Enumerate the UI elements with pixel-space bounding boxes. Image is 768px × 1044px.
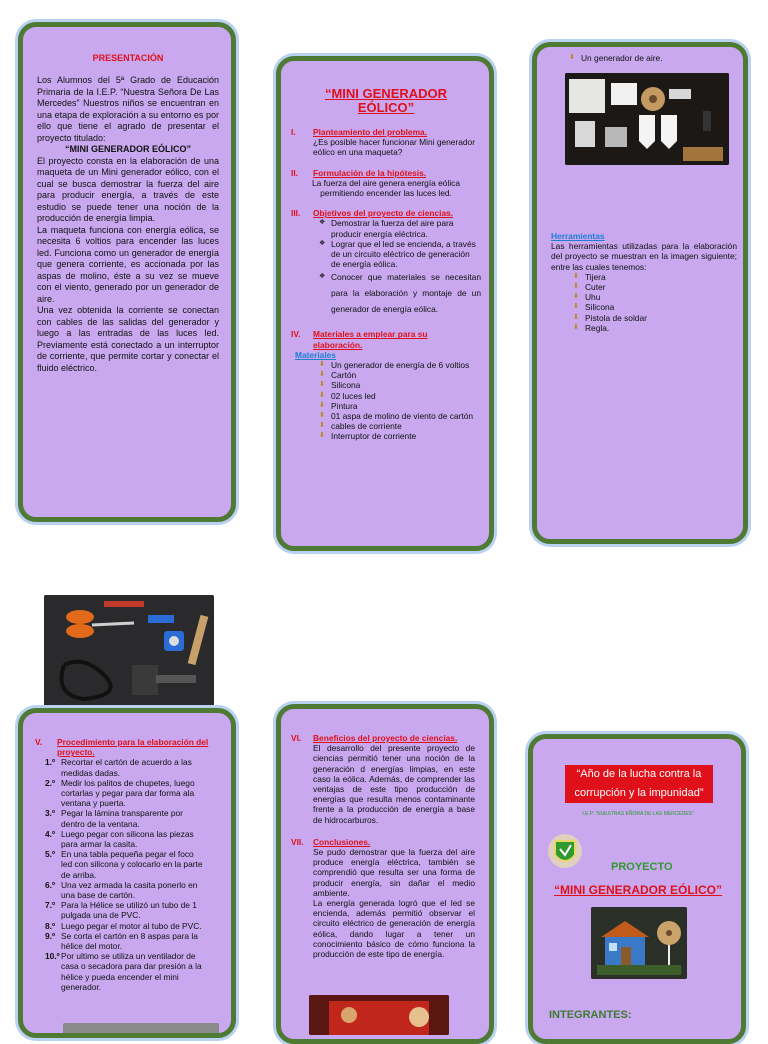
conclusiones-paragraph-1: Se pudo demostrar que la fuerza del aire produce energía eléctrica, también se comprendió que resulta ser una forma de producir energía, sin dañar el medio ambiente. <box>313 847 475 898</box>
material-item: ⬇ Un generador de energía de 6 voltios <box>313 360 473 370</box>
herramientas-list <box>567 272 737 333</box>
presentacion-paragraph-1: Los Alumnos del 5ª Grado de Educación Primaria de la I.E.P. “Nuestra Señora De Las Mercedes” Nuestros niños se encuentran en una etapa de exploración a su entorno es por ello que tiene el agrado de presentar el proyecto titulado: <box>37 75 219 143</box>
students-photo <box>309 995 449 1035</box>
section-hipotesis: II. Formulación de la hipótesis. <box>291 167 427 178</box>
herramientas-label: Herramientas <box>551 231 605 241</box>
presentacion-paragraph-2: El proyecto consta en la elaboración de una maqueta de un Mini generador eólico, con el cual se busca demostrar la fuerza del aire para producir energía, a través de este estudio se puede tener una noción de la producción de energía limpia. <box>37 155 219 224</box>
step-item: 8.º Luego pegar el motor al tubo de PVC. <box>45 920 202 931</box>
tool-item: ⬇ Cuter <box>567 282 737 292</box>
beneficios-text: El desarrollo del presente proyecto de ciencias permitió tener una noción de la generación d energías limpias, en este caso la eólica. Además, de comprender las ventajas de este tipo producción de energías que resulta menos contaminante frente a la producción de energía a base de hidrocarburos. <box>313 743 475 825</box>
materials-photo <box>565 73 729 165</box>
hipotesis-heading: Formulación de la hipótesis. <box>313 167 427 178</box>
presentacion-title: PRESENTACIÓN <box>92 53 164 63</box>
procedimiento-heading: Procedimiento para la elaboración del proyecto. <box>57 737 209 758</box>
objetivos-list <box>313 218 481 317</box>
procedure-photo <box>63 1023 219 1038</box>
material-item: ⬇ 01 aspa de molino de viento de cartón <box>313 411 473 421</box>
panel-portada <box>528 734 746 1044</box>
tool-item: ⬇ Tijera <box>567 272 737 282</box>
material-item: ⬇ Silicona <box>313 380 473 390</box>
material-item: ⬇ Interruptor de corriente <box>313 431 473 441</box>
school-crest-icon <box>547 833 583 873</box>
material-item: ⬇ Un generador de aire. <box>563 53 733 63</box>
material-continued-list <box>563 53 733 63</box>
procedimiento-steps <box>45 757 205 992</box>
planteamiento-text: ¿Es posible hacer funcionar Mini generador eólico en una maqueta? <box>313 137 476 158</box>
step-item: 6.º Una vez armada la casita ponerlo en una base de cartón. <box>45 879 198 901</box>
section-beneficios: VI. Beneficios del proyecto de ciencias. El desarrollo del presente proyecto de ciencias permitió tener una noción de la generación d energías limpias, en este caso la eólica. Además, de comprender las ventajas de este tipo producción de energías que resulta menos contaminante frente a la producción de energía a base de hidrocarburos. <box>291 733 475 825</box>
tool-item: ⬇ Regla. <box>567 323 737 333</box>
materials-photo-image <box>565 73 729 165</box>
panel-mini-generador <box>276 56 494 551</box>
panel-procedimiento <box>18 708 236 1038</box>
material-item: ⬇ 02 luces led <box>313 391 473 401</box>
step-item: 7.º Para la Hélice se utilizó un tubo de 1 pulgada una de PVC. <box>45 900 197 921</box>
conclusiones-paragraph-2: La energía generada logró que el led se encienda, además permitió observar el circuito eléctrico de generación de energía eólica, dando lugar a tener un conocimiento básico de cómo funciona la producción de este tipo de energía. <box>313 898 475 960</box>
step-item: 3.º Pegar la lámina transparente por dentro de la ventana. <box>45 808 183 829</box>
panel-beneficios <box>276 704 494 1044</box>
step-item: 9.º Se corta el cartón en 8 aspas para la hélice del motor. <box>45 930 198 952</box>
herramientas-intro: Las herramientas utilizadas para la elaboración del proyecto se muestran en la imagen siguiente; entre las cuales tenemos: <box>551 241 737 272</box>
tools-photo <box>44 595 214 709</box>
conclusiones-heading: Conclusiones. <box>313 836 371 847</box>
materiales-heading: Materiales a emplear para su elaboración. <box>313 329 428 350</box>
year-banner <box>565 765 713 803</box>
objetivo-item: ❖ Demostrar la fuerza del aire para producir energía eléctrica. <box>313 218 481 238</box>
year-line-1: “Año de la lucha contra la <box>576 768 702 780</box>
tool-item: ⬇ Uhu <box>567 292 737 302</box>
materiales-label: Materiales <box>295 349 336 360</box>
model-photo <box>591 907 687 979</box>
step-item: 1.º Recortar el cartón de acuerdo a las medidas dadas. <box>45 757 192 778</box>
material-item: ⬇ Pintura <box>313 401 473 411</box>
proyecto-label: PROYECTO <box>611 861 673 873</box>
panel-presentacion <box>18 22 236 522</box>
tool-item: ⬇ Pistola de soldar <box>567 313 737 323</box>
step-item: 2.º Medir los palitos de chupetes, luego cortarlas y pegar para dar forma ala ventana y puerta. <box>45 777 195 809</box>
presentacion-project-name: “MINI GENERADOR EÓLICO” <box>64 144 191 155</box>
objetivos-heading: Objetivos del proyecto de ciencias. <box>313 208 454 219</box>
objetivo-item: ❖ Lograr que el led se encienda, a través de un circuito eléctrico de generación de energía eólica. <box>313 239 481 270</box>
material-item: ⬇ cables de corriente <box>313 421 473 431</box>
panel2-title: “MINI GENERADOR EÓLICO” <box>324 86 448 115</box>
presentacion-paragraph-3: La maqueta funciona con energía eólica, se necesita 6 voltios para encender las luces led. Funciona como un generador de energía que genera corriente, es accionada por las aspas de molino, éste a su vez se mueve con el viento, generado por un generador de aire. <box>37 224 219 304</box>
step-item: 10.º Por ultimo se utiliza un ventilador de casa o secadora para dar presión a la hélice y pueda encender el mini generador. <box>45 951 202 992</box>
material-item: ⬇ Cartón <box>313 370 473 380</box>
portada-title: “MINI GENERADOR EÓLICO” <box>553 883 722 897</box>
section-planteamiento: I. Planteamiento del problema. ¿Es posible hacer funcionar Mini generador eólico en una maqueta? <box>291 127 481 158</box>
section-conclusiones: VII. Conclusiones. Se pudo demostrar que la fuerza del aire produce energía eléctrica, también se comprendió que resulta ser una forma de producir energía, sin dañar el medio ambiente. La energía generada logró que el led se encienda, además permitió observar el circuito eléctrico de generación de energía eólica, dando lugar a tener un conocimiento básico de cómo funciona la producción de este tipo de energía. <box>291 836 475 960</box>
students-photo-image <box>309 995 449 1035</box>
model-photo-image <box>591 907 687 979</box>
section-objetivos: III. Objetivos del proyecto de ciencias. ❖ Demostrar la fuerza del aire para producir energía eléctrica. ❖ Lograr que el led se encienda, a través de un circuito eléctrico de generación de energía eólica. ❖ Conocer que materiales se necesitan para la elaboración y montaje de un generador de energía eólica. <box>291 208 481 317</box>
presentacion-paragraph-4: Una vez obtenida la corriente se conectan con cables de las salidas del generador y luego a las entradas de las luces led. Previamente está conectado a un interruptor de corriente, que permite cortar y conectar el fluido eléctrico. <box>37 305 219 373</box>
materiales-list <box>313 360 473 442</box>
step-item: 4.º Luego pegar con silicona las piezas para armar la casita. <box>45 828 194 850</box>
beneficios-heading: Beneficios del proyecto de ciencias. <box>313 733 458 743</box>
panel-herramientas <box>532 42 748 544</box>
year-line-2: corrupción y la impunidad” <box>574 787 704 799</box>
section-procedimiento: V. Procedimiento para la elaboración del proyecto. <box>35 737 223 757</box>
step-item: 5.º En una tabla pequeña pegar el foco led con silicona y colocarlo en la parte de arriba. <box>45 849 203 880</box>
school-name: I.E.P. “NUESTRAS EÑORA DE LAS MERCEDES” <box>582 811 694 817</box>
planteamiento-heading: Planteamiento del problema. <box>313 127 428 137</box>
hipotesis-text: La fuerza del aire genera energía eólica permitiendo encender las luces led. <box>311 177 461 199</box>
objetivo-item: ❖ Conocer que materiales se necesitan para la elaboración y montaje de un generador de energía eólica. <box>313 269 481 317</box>
tool-item: ⬇ Silicona <box>567 302 737 312</box>
integrantes-label: INTEGRANTES: <box>549 1009 632 1021</box>
tools-photo-image <box>44 595 214 709</box>
section-materiales: IV. Materiales a emplear para su elaboración. <box>291 329 481 349</box>
